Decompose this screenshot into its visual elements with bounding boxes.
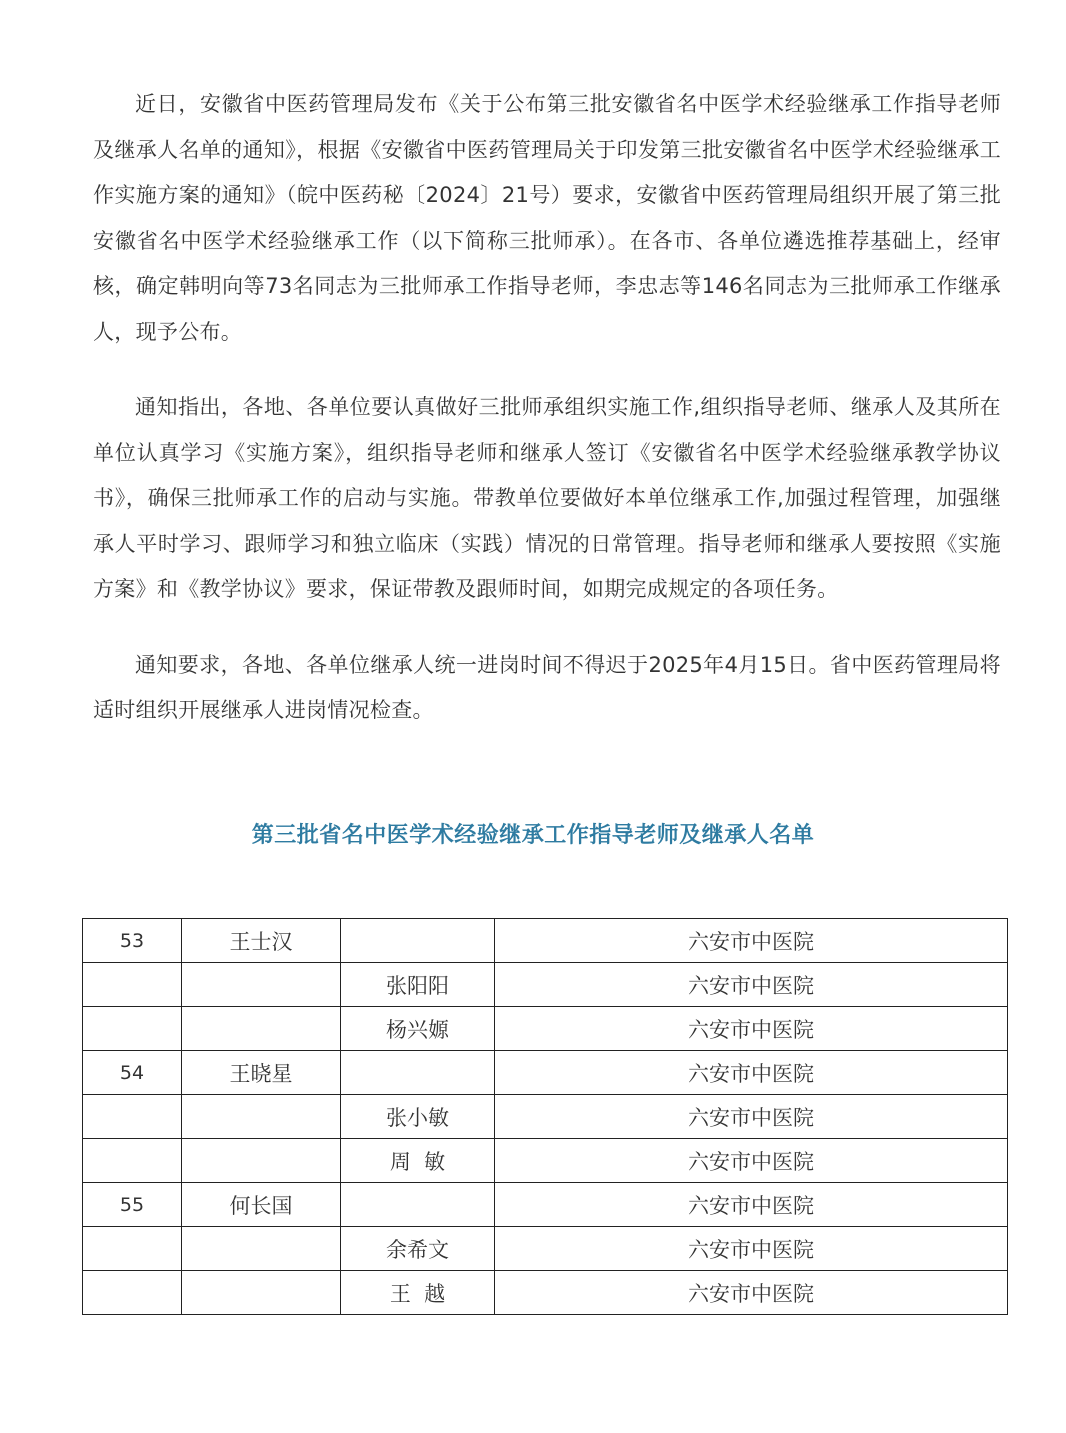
unit-name: 六安市中医院 — [495, 1227, 1008, 1271]
row-number — [83, 1227, 182, 1271]
table-row — [83, 1051, 1008, 1095]
table-row — [83, 1271, 1008, 1315]
table-row — [83, 1139, 1008, 1183]
successor-name: 王 越 — [341, 1271, 495, 1315]
row-number — [83, 1139, 182, 1183]
teacher-name: 何长国 — [182, 1183, 341, 1227]
unit-name: 六安市中医院 — [495, 1139, 1008, 1183]
row-number: 54 — [83, 1051, 182, 1095]
teacher-name: 王士汉 — [182, 919, 341, 963]
unit-name: 六安市中医院 — [495, 919, 1008, 963]
unit-name: 六安市中医院 — [495, 1183, 1008, 1227]
teacher-name — [182, 1095, 341, 1139]
table-row — [83, 963, 1008, 1007]
table-row — [83, 1227, 1008, 1271]
successor-name: 余希文 — [341, 1227, 495, 1271]
unit-name: 六安市中医院 — [495, 1271, 1008, 1315]
table-row — [83, 919, 1008, 963]
successor-name: 周 敏 — [341, 1139, 495, 1183]
unit-name: 六安市中医院 — [495, 1007, 1008, 1051]
paragraph: 通知指出，各地、各单位要认真做好三批师承组织实施工作,组织指导老师、继承人及其所在单位认真学习《实施方案》，组织指导老师和继承人签订《安徽省名中医学术经验继承教学协议书》，确保三批师承工作的启动与实施。带教单位要做好本单位继承工作,加强过程管理，加强继承人平时学习、跟师学习和独立临床（实践）情况的日常管理。指导老师和继承人要按照《实施方案》和《教学协议》要求，保证带教及跟师时间，如期完成规定的各项任务。 — [93, 395, 1001, 601]
unit-name: 六安市中医院 — [495, 1095, 1008, 1139]
row-number — [83, 1007, 182, 1051]
successor-name: 杨兴嫄 — [341, 1007, 495, 1051]
successor-name: 张阳阳 — [341, 963, 495, 1007]
paragraph: 通知要求，各地、各单位继承人统一进岗时间不得迟于2025年4月15日。省中医药管理局将适时组织开展继承人进岗情况检查。 — [93, 652, 1001, 722]
teacher-name: 王晓星 — [182, 1051, 341, 1095]
row-number: 55 — [83, 1183, 182, 1227]
successor-name — [341, 1183, 495, 1227]
row-number — [83, 1095, 182, 1139]
unit-name: 六安市中医院 — [495, 963, 1008, 1007]
teacher-name — [182, 1139, 341, 1183]
table-row — [83, 1095, 1008, 1139]
teacher-name — [182, 963, 341, 1007]
teacher-name — [182, 1271, 341, 1315]
row-number — [83, 963, 182, 1007]
row-number: 53 — [83, 919, 182, 963]
table-row — [83, 1007, 1008, 1051]
unit-name: 六安市中医院 — [495, 1051, 1008, 1095]
teacher-name — [182, 1227, 341, 1271]
successor-name — [341, 1051, 495, 1095]
article-body — [93, 82, 1001, 734]
paragraph: 近日，安徽省中医药管理局发布《关于公布第三批安徽省名中医学术经验继承工作指导老师及继承人名单的通知》，根据《安徽省中医药管理局关于印发第三批安徽省名中医学术经验继承工作实施方案的通知》（皖中医药秘〔2024〕21号）要求，安徽省中医药管理局组织开展了第三批安徽省名中医学术经验继承工作（以下简称三批师承）。在各市、各单位遴选推荐基础上，经审核，确定韩明向等73名同志为三批师承工作指导老师，李忠志等146名同志为三批师承工作继承人，现予公布。 — [93, 92, 1001, 344]
roster-table — [82, 918, 1008, 1315]
successor-name: 张小敏 — [341, 1095, 495, 1139]
table-row — [83, 1183, 1008, 1227]
teacher-name — [182, 1007, 341, 1051]
row-number — [83, 1271, 182, 1315]
successor-name — [341, 919, 495, 963]
list-title: 第三批省名中医学术经验继承工作指导老师及继承人名单 — [251, 823, 815, 848]
